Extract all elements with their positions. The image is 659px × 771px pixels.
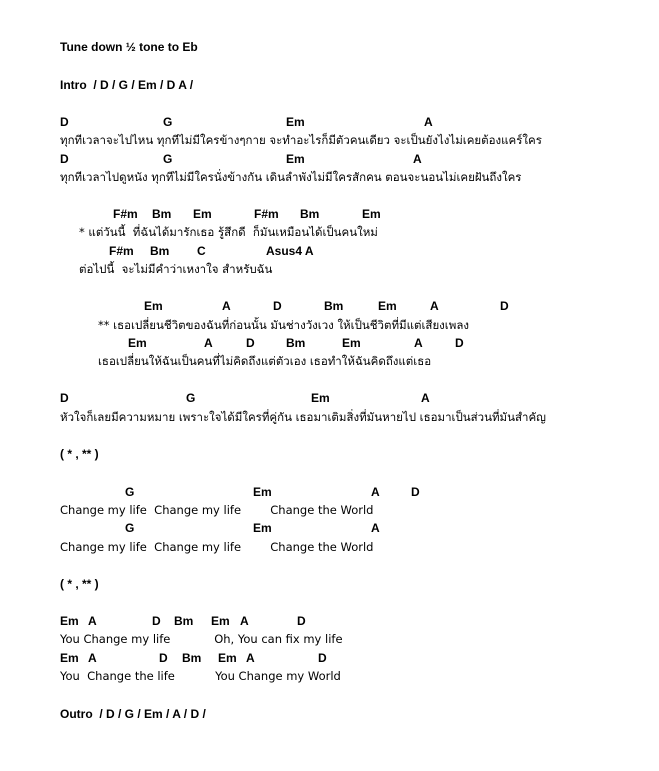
chord: F#m	[113, 207, 138, 221]
repeat-marker: ( * , ** )	[60, 577, 99, 591]
chord: A	[88, 651, 97, 665]
outro-line: Outro / D / G / Em / A / D /	[60, 707, 206, 721]
lyric-line: ** เธอเปลี่ยนชีวิตของฉันที่ก่อนนั้น มันช่างวังเวง ให้เป็นชีวิตที่มีแต่เสียงเพลง	[98, 318, 469, 332]
chord: D	[60, 152, 69, 166]
chord: G	[125, 521, 135, 535]
chord: Em	[218, 651, 237, 665]
repeat-marker: ( * , ** )	[60, 447, 99, 461]
chord: D	[60, 391, 69, 405]
lyric-line: Change my life Change my life Change the World	[60, 540, 374, 554]
chord: Em	[253, 521, 272, 535]
chord: A	[204, 336, 213, 350]
chord: A	[424, 115, 433, 129]
chord: Bm	[182, 651, 202, 665]
chord: D	[318, 651, 327, 665]
chord: A	[414, 336, 423, 350]
chord: A	[413, 152, 422, 166]
chord: F#m	[254, 207, 279, 221]
chord: Em	[144, 299, 163, 313]
chord: Em	[286, 152, 305, 166]
chord: Bm	[324, 299, 344, 313]
lyric-line: เธอเปลี่ยนให้ฉันเป็นคนที่ไม่คิดถึงแต่ตัวเอง เธอทำให้ฉันคิดถึงแต่เธอ	[98, 354, 432, 368]
chord: A	[421, 391, 430, 405]
chord: Em	[60, 614, 79, 628]
chord: Bm	[286, 336, 306, 350]
chord: Em	[60, 651, 79, 665]
tuning-note: Tune down ½ tone to Eb	[60, 40, 198, 54]
chord: D	[60, 115, 69, 129]
lyric-line: You Change my life Oh, You can fix my life	[60, 632, 343, 646]
lyric-line: Change my life Change my life Change the World	[60, 503, 374, 517]
chord: C	[197, 244, 206, 258]
chord: D	[273, 299, 282, 313]
chord: D	[455, 336, 464, 350]
chord: Em	[286, 115, 305, 129]
chord: Em	[342, 336, 361, 350]
chord: Em	[193, 207, 212, 221]
chord: Em	[211, 614, 230, 628]
chord: F#m	[109, 244, 134, 258]
chord: A	[246, 651, 255, 665]
chord: D	[246, 336, 255, 350]
chord: G	[163, 115, 173, 129]
chord: Bm	[300, 207, 320, 221]
lyric-line: You Change the life You Change my World	[60, 669, 341, 683]
chord: A	[240, 614, 249, 628]
chord: G	[163, 152, 173, 166]
lyric-line: ต่อไปนี้ จะไม่มีคำว่าเหงาใจ สำหรับฉัน	[79, 262, 273, 276]
lyric-line: ทุกทีเวลาไปดูหนัง ทุกทีไม่มีใครนั่งข้างกัน เดินลำพังไม่มีใครสักคน ตอนจะนอนไม่เคยฝันถึงใคร	[60, 170, 522, 184]
chord: Bm	[152, 207, 172, 221]
chord: G	[125, 485, 135, 499]
chord: Bm	[150, 244, 170, 258]
intro-line: Intro / D / G / Em / D A /	[60, 78, 194, 92]
chord: Em	[378, 299, 397, 313]
chord: Em	[128, 336, 147, 350]
chord: A	[222, 299, 231, 313]
chord: G	[186, 391, 196, 405]
chord: D	[411, 485, 420, 499]
chord: Em	[362, 207, 381, 221]
chord: D	[152, 614, 161, 628]
lyric-line: หัวใจก็เลยมีความหมาย เพราะใจได้มีใครที่คู่กัน เธอมาเติมสิ่งที่มันหายไป เธอมาเป็นส่วนที่มันสำคัญ	[60, 410, 546, 424]
chord: A	[430, 299, 439, 313]
chord: Bm	[174, 614, 194, 628]
lyric-line: * แต่วันนี้ ที่ฉันได้มารักเธอ รู้สึกดี ก็มันเหมือนได้เป็นคนใหม่	[79, 225, 378, 239]
chord: Asus4 A	[266, 244, 314, 258]
chord: A	[371, 521, 380, 535]
chord: Em	[253, 485, 272, 499]
lyric-line: ทุกทีเวลาจะไปไหน ทุกทีไม่มีใครข้างๆกาย จะทำอะไรก็มีตัวคนเดียว จะเป็นยังไงไม่เคยต้องแคร์ใคร	[60, 133, 542, 147]
chord: A	[371, 485, 380, 499]
chord: D	[159, 651, 168, 665]
chord: D	[500, 299, 509, 313]
chord: Em	[311, 391, 330, 405]
chord: A	[88, 614, 97, 628]
chord: D	[297, 614, 306, 628]
